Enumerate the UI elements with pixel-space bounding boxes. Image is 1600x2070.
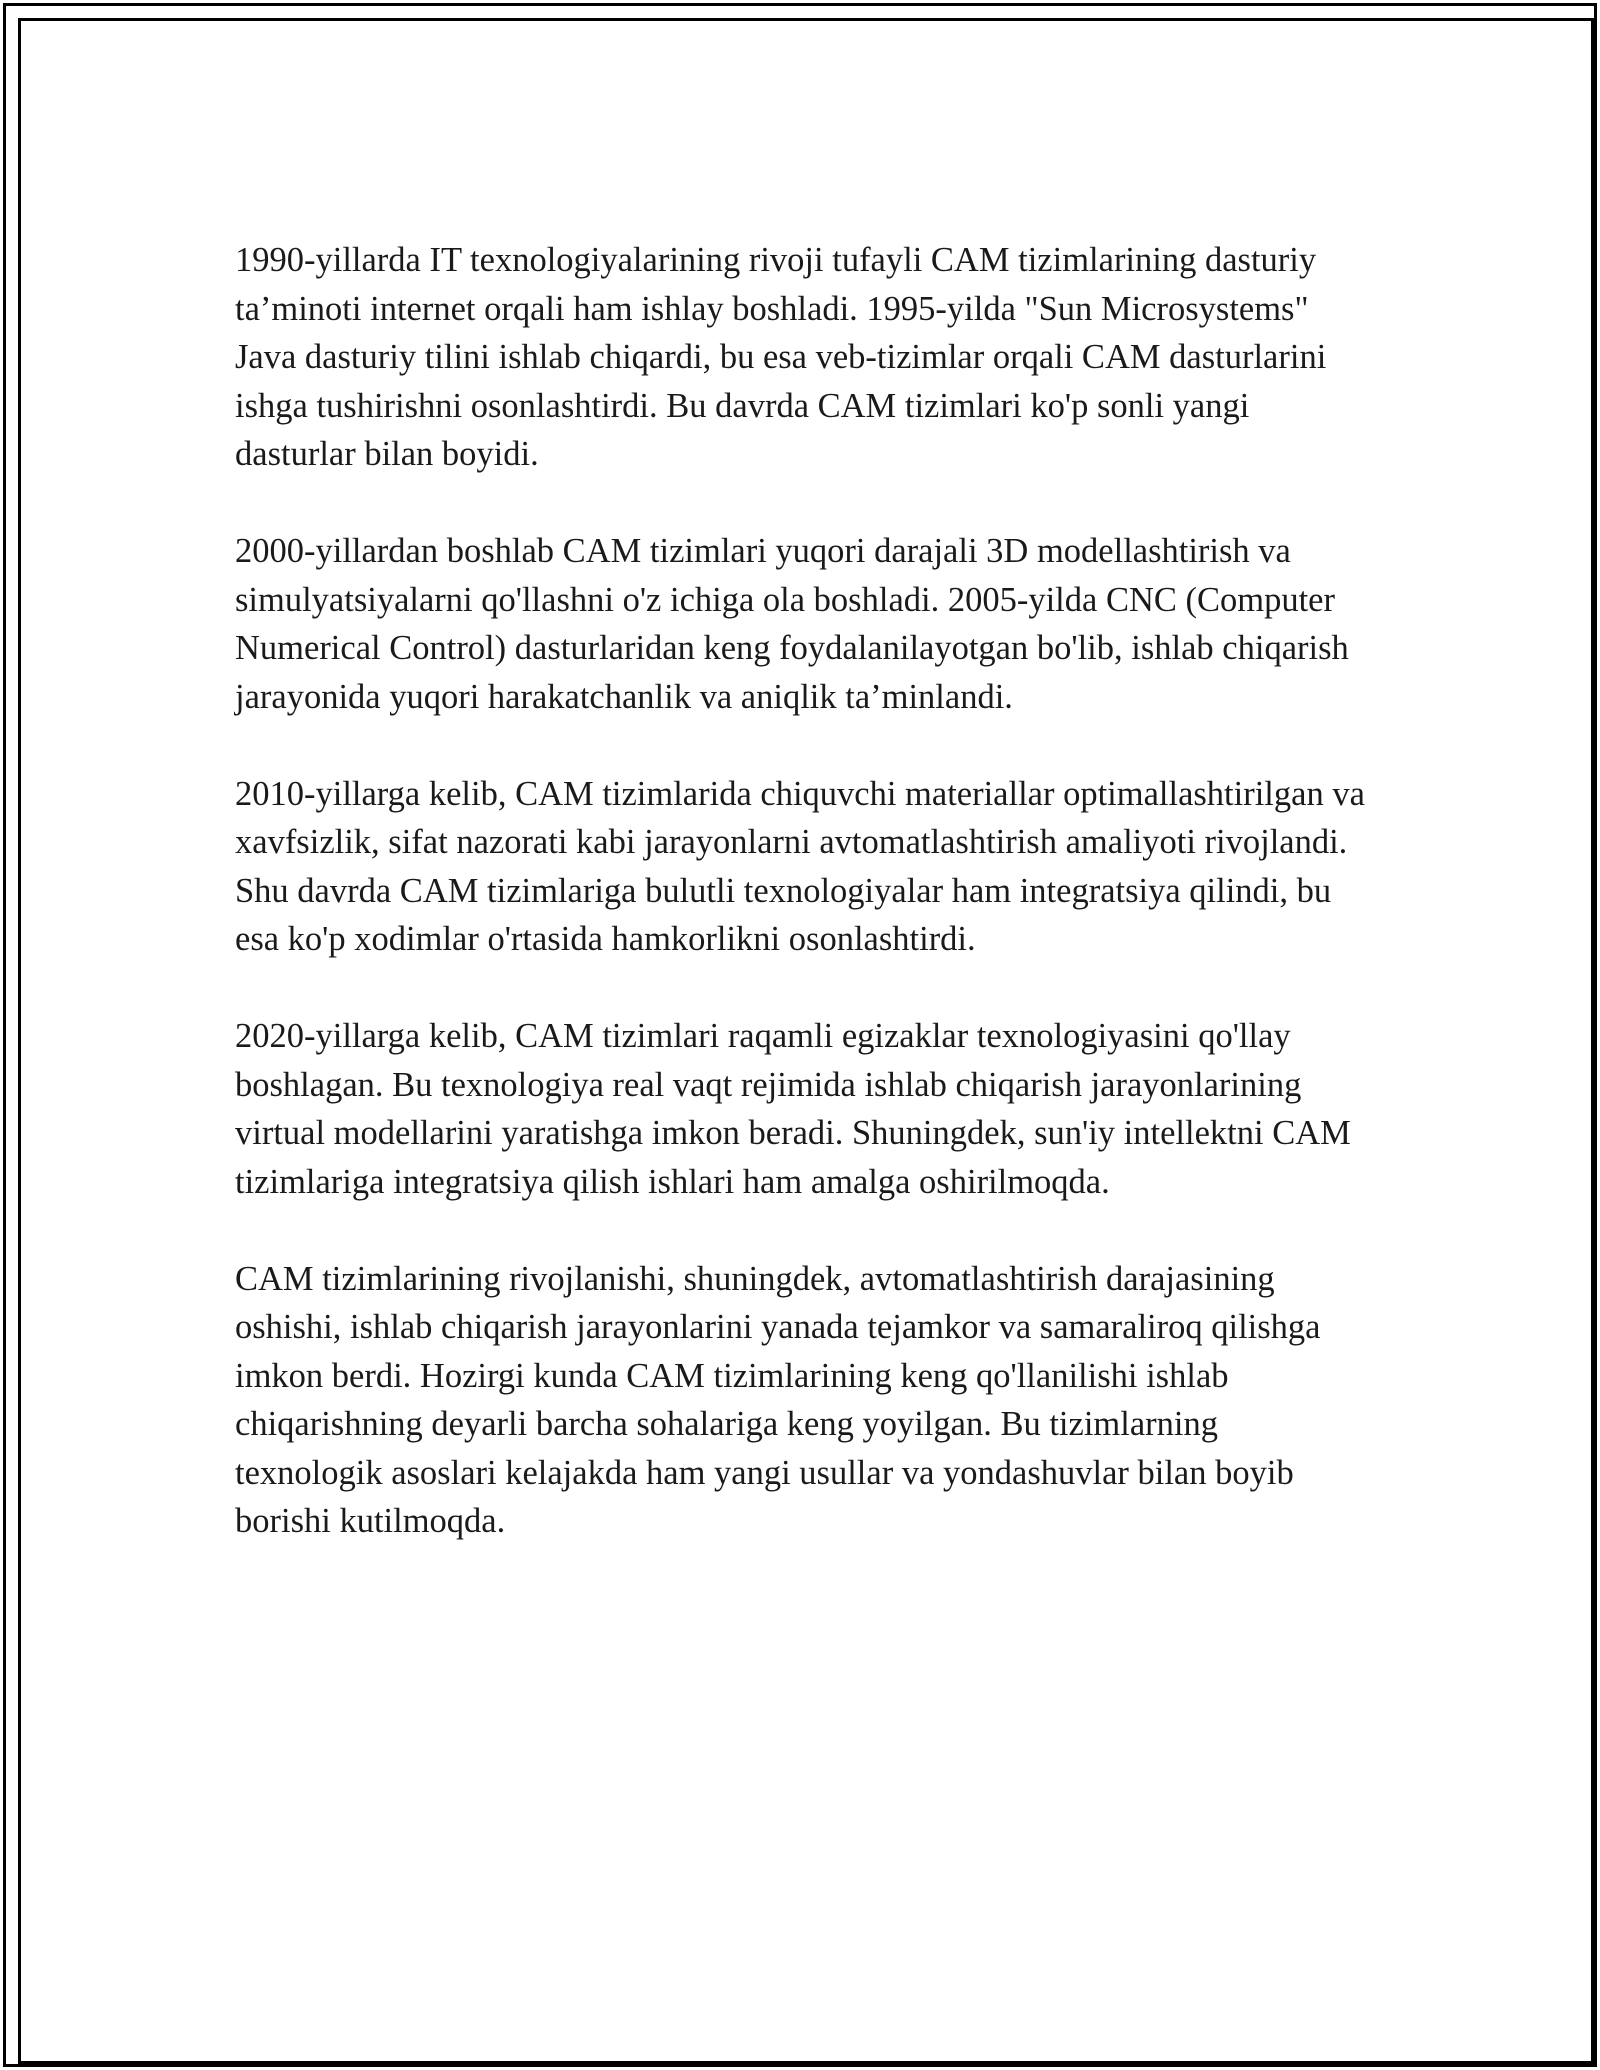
- paragraph-1990s: 1990-yillarda IT texnologiyalarining rivoji tufayli CAM tizimlarining dasturiy ta’minoti internet orqali ham ishlay boshladi. 1995-yilda "Sun Microsystems" Java dasturiy tilini ishlab chiqardi, bu esa veb-tizimlar orqali CAM dasturlarini ishga tushirishni osonlashtirdi. Bu davrda CAM tizimlari ko'p sonli yangi dasturlar bilan boyidi.: [235, 241, 1327, 473]
- paragraph-2020s: 2020-yillarga kelib, CAM tizimlari raqamli egizaklar texnologiyasini qo'llay boshlagan. Bu texnologiya real vaqt rejimida ishlab chiqarish jarayonlarining virtual modellarini yaratishga imkon beradi. Shuningdek, sun'iy intellektni CAM tizimlariga integratsiya qilish ishlari ham amalga oshirilmoqda.: [235, 1017, 1351, 1201]
- document-body: [235, 236, 1365, 1546]
- paragraph-conclusion: CAM tizimlarining rivojlanishi, shuningdek, avtomatlashtirish darajasining oshishi, ishlab chiqarish jarayonlarini yanada tejamkor va samaraliroq qilishga imkon berdi. Hozirgi kunda CAM tizimlarining keng qo'llanilishi ishlab chiqarishning deyarli barcha sohalariga keng yoyilgan. Bu tizimlarning texnologik asoslari kelajakda ham yangi usullar va yondashuvlar bilan boyib borishi kutilmoqda.: [235, 1259, 1321, 1540]
- paragraph-2010s: 2010-yillarga kelib, CAM tizimlarida chiquvchi materiallar optimallashtirilgan va xavfsizlik, sifat nazorati kabi jarayonlarni avtomatlashtirish amaliyoti rivojlandi. Shu davrda CAM tizimlariga bulutli texnologiyalar ham integratsiya qilindi, bu esa ko'p xodimlar o'rtasida hamkorlikni osonlashtirdi.: [235, 774, 1365, 958]
- paragraph-2000s: 2000-yillardan boshlab CAM tizimlari yuqori darajali 3D modellashtirish va simulyatsiyalarni qo'llashni o'z ichiga ola boshladi. 2005-yilda CNC (Computer Numerical Control) dasturlaridan keng foydalanilayotgan bo'lib, ishlab chiqarish jarayonida yuqori harakatchanlik va aniqlik ta’minlandi.: [235, 532, 1349, 716]
